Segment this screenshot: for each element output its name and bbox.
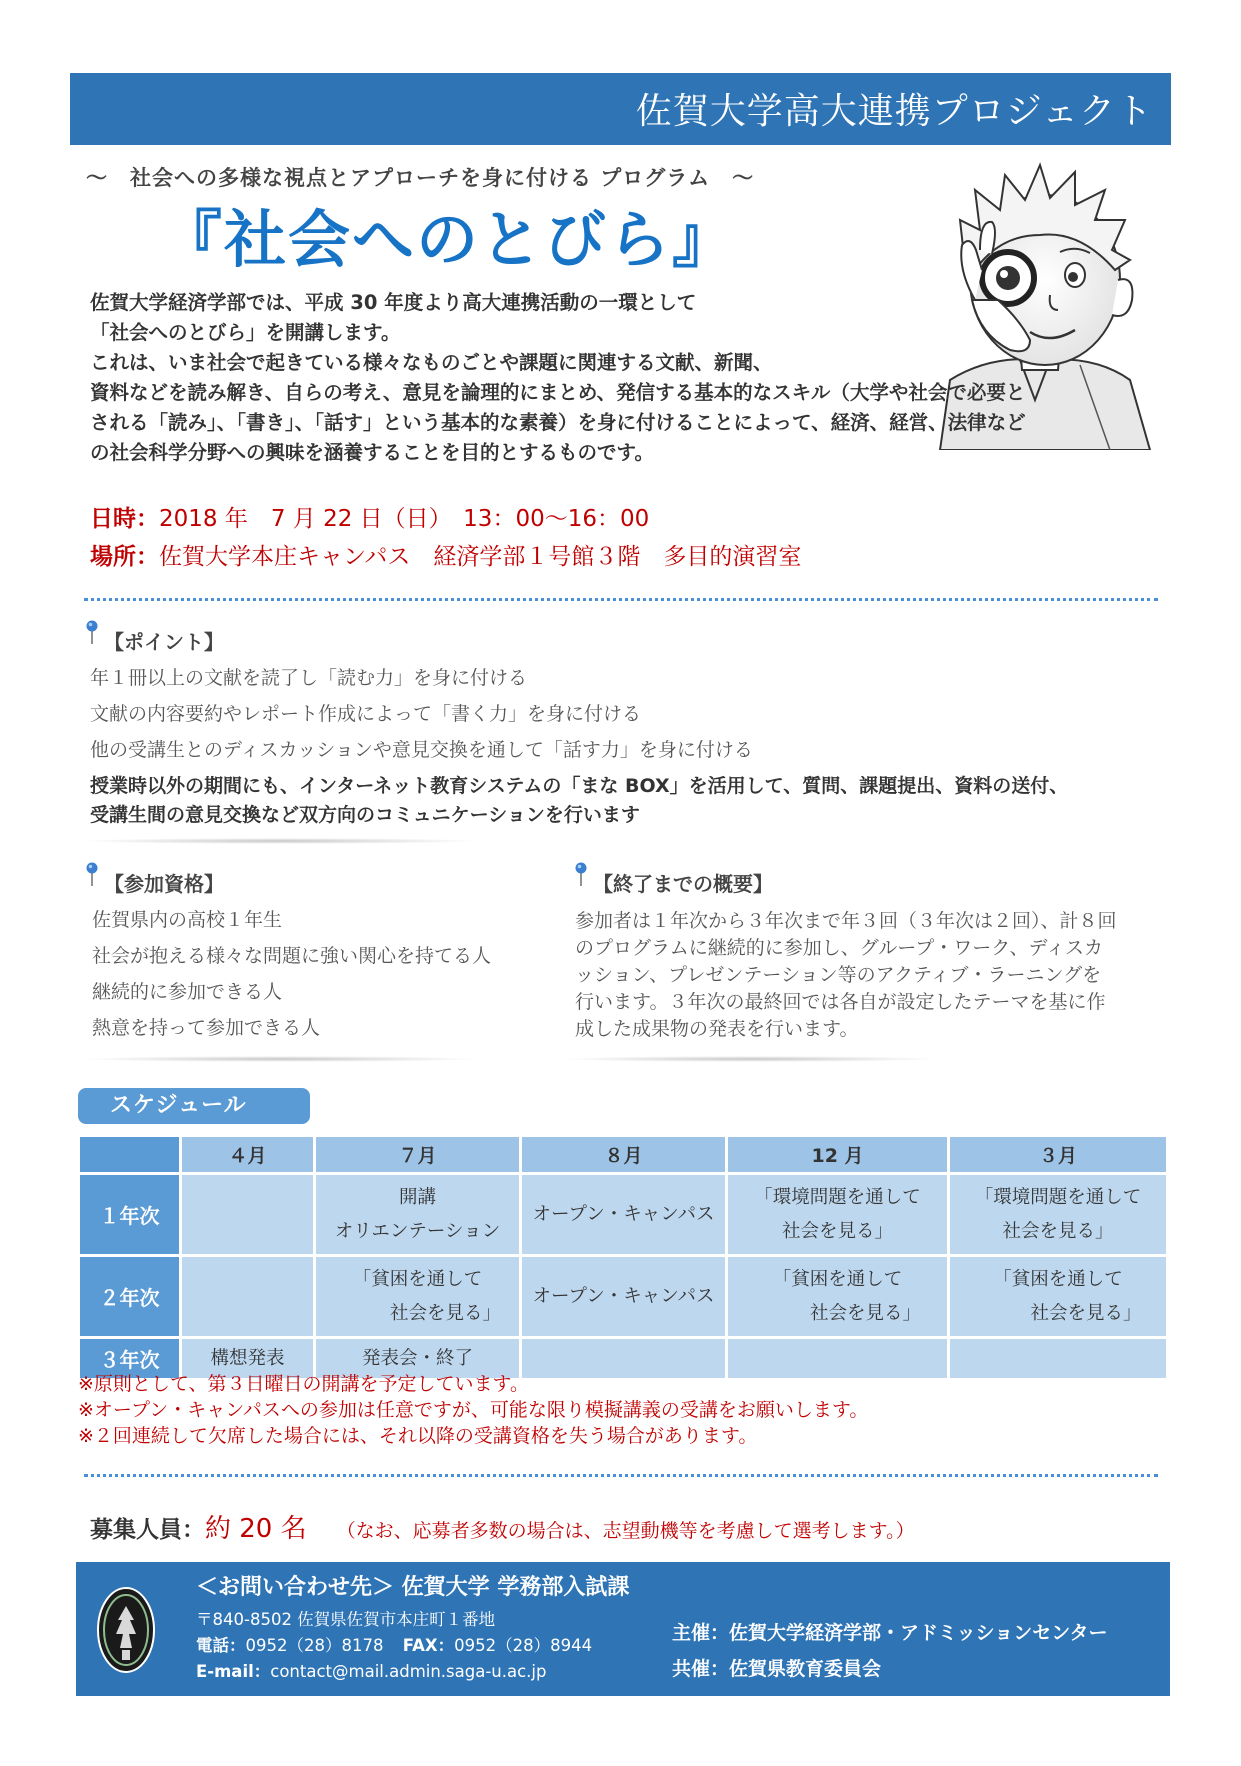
list-item: 熱意を持って参加できる人 <box>92 1017 321 1039</box>
cell-line: オープン・キャンパス <box>532 1203 715 1225</box>
host-organizer: 主催：佐賀大学経済学部・アドミッションセンター <box>672 1622 1108 1644</box>
event-place-value: 佐賀大学本庄キャンパス 経済学部１号館３階 多目的演習室 <box>159 544 802 570</box>
overview-line: 成した成果物の発表を行います。 <box>575 1018 859 1040</box>
month-header: ３月 <box>949 1136 1168 1174</box>
contact-footer <box>76 1562 1170 1696</box>
contact-address: 〒840-8502 佐賀県佐賀市本庄町１番地 <box>196 1610 496 1629</box>
note-line: ※原則として、第３日曜日の開講を予定しています。 <box>78 1373 530 1395</box>
table-cell <box>181 1174 315 1256</box>
eligibility-heading: 【参加資格】 <box>104 872 224 896</box>
list-item: 社会が抱える様々な問題に強い関心を持てる人 <box>92 945 492 967</box>
overview-heading: 【終了までの概要】 <box>593 872 773 896</box>
section-shadow <box>560 1056 940 1062</box>
header-bar <box>70 73 1171 145</box>
cell-line: 社会を見る」 <box>809 1302 921 1324</box>
note-line: ※２回連続して欠席した場合には、それ以降の受講資格を失う場合があります。 <box>78 1425 758 1447</box>
fax-label: FAX： <box>402 1636 455 1655</box>
table-cell <box>521 1174 727 1256</box>
event-date-value: 2018 年 7 月 22 日（日） 13：00～16：00 <box>159 506 650 532</box>
schedule-table <box>77 1134 1169 1381</box>
list-item: 年１冊以上の文献を読了し「読む力」を身に付ける <box>90 667 528 689</box>
month-header: ８月 <box>521 1136 727 1174</box>
table-cell <box>949 1174 1168 1256</box>
overview-line: のプログラムに継続的に参加し、グループ・ワーク、ディスカ <box>575 937 1104 959</box>
recruit-info <box>90 1508 915 1545</box>
contact-email <box>196 1658 547 1682</box>
table-cell <box>727 1256 949 1338</box>
contact-phone-fax <box>196 1632 592 1656</box>
note-line: ※オープン・キャンパスへの参加は任意ですが、可能な限り模擬講義の受講をお願いします。 <box>78 1399 869 1421</box>
cell-line: オリエンテーション <box>334 1220 501 1242</box>
cell-line: 社会を見る」 <box>389 1302 501 1324</box>
overview-line: ッション、プレゼンテーション等のアクティブ・ラーニングを <box>575 964 1102 986</box>
main-title: 『社会へのとびら』 <box>160 203 737 276</box>
schedule-tab: スケジュール <box>78 1088 310 1124</box>
table-cell <box>181 1256 315 1338</box>
header-title: 佐賀大学高大連携プロジェクト <box>635 91 1153 132</box>
points-bold-text <box>90 772 1068 830</box>
row-label: ３年次 <box>79 1338 181 1380</box>
recruit-note: （なお、応募者多数の場合は、志望動機等を考慮して選考します。） <box>336 1520 915 1542</box>
section-shadow <box>80 838 480 844</box>
email-label: E-mail： <box>196 1662 271 1681</box>
list-item: 佐賀県内の高校１年生 <box>92 909 283 931</box>
table-cell <box>315 1174 521 1256</box>
table-cell <box>315 1256 521 1338</box>
event-date-label: 日時： <box>90 506 159 532</box>
month-header: 12 月 <box>727 1136 949 1174</box>
points-list <box>90 660 753 768</box>
cohost-organizer: 共催：佐賀県教育委員会 <box>672 1658 882 1680</box>
cell-line: 社会を見る」 <box>1002 1220 1114 1242</box>
intro-line: される「読み」、「書き」、「話す」という基本的な素養）を身に付けることによって、経済、経営、法律など <box>90 411 1026 434</box>
intro-line: 「社会へのとびら」を開講します。 <box>90 321 401 344</box>
cell-line: 「貧困を通して <box>772 1268 903 1290</box>
intro-line: の社会科学分野への興味を涵養することを目的とするものです。 <box>90 441 654 464</box>
bold-line: 授業時以外の期間にも、インターネット教育システムの「まな BOX」を活用して、質問、課題提出、資料の送付、 <box>90 775 1069 797</box>
table-header-row <box>79 1136 1168 1174</box>
list-item: 文献の内容要約やレポート作成によって「書く力」を身に付ける <box>90 703 642 725</box>
recruit-label: 募集人員： <box>90 1517 205 1543</box>
divider <box>84 1474 1158 1477</box>
tel-value: 0952（28）8178 <box>245 1636 384 1655</box>
table-corner <box>79 1136 181 1174</box>
event-place-label: 場所： <box>90 544 159 570</box>
month-header: ４月 <box>181 1136 315 1174</box>
row-label: １年次 <box>79 1174 181 1256</box>
table-cell <box>521 1256 727 1338</box>
divider <box>84 598 1158 601</box>
cell-line: 発表会・終了 <box>361 1347 473 1369</box>
cell-line: 「貧困を通して <box>993 1268 1123 1290</box>
email-link[interactable]: contact@mail.admin.saga-u.ac.jp <box>270 1662 547 1681</box>
recruit-value: 約 20 名 <box>205 1514 307 1544</box>
cell-line: 構想発表 <box>210 1347 285 1369</box>
intro-line: 佐賀大学経済学部では、平成 30 年度より高大連携活動の一環として <box>90 291 697 314</box>
row-label: ２年次 <box>79 1256 181 1338</box>
pushpin-icon <box>573 862 589 886</box>
cell-line: 社会を見る」 <box>1030 1302 1142 1324</box>
cell-line: 「環境問題を通して <box>754 1186 921 1208</box>
overview-text <box>575 908 1175 1043</box>
overview-line: 参加者は１年次から３年次まで年３回（３年次は２回）、計８回 <box>575 910 1117 932</box>
pushpin-icon <box>84 620 100 644</box>
list-item: 他の受講生とのディスカッションや意見交換を通して「話す力」を身に付ける <box>90 739 753 761</box>
contact-heading: ＜お問い合わせ先＞ 佐賀大学 学務部入試課 <box>196 1575 630 1600</box>
cell-line: 「貧困を通して <box>352 1268 483 1290</box>
table-row <box>79 1174 1168 1256</box>
cell-line: オープン・キャンパス <box>532 1285 715 1307</box>
table-cell <box>727 1174 949 1256</box>
intro-line: これは、いま社会で起きている様々なものごとや課題に関連する文献、新聞、 <box>90 351 773 374</box>
pushpin-icon <box>84 862 100 886</box>
list-item: 継続的に参加できる人 <box>92 981 283 1003</box>
table-row <box>79 1256 1168 1338</box>
schedule-notes <box>78 1371 868 1449</box>
event-place <box>90 538 801 571</box>
month-header: ７月 <box>315 1136 521 1174</box>
fax-value: 0952（28）8944 <box>454 1636 593 1655</box>
tel-label: 電話： <box>196 1636 246 1655</box>
section-shadow <box>80 1056 480 1062</box>
table-cell <box>949 1256 1168 1338</box>
university-seal-logo <box>96 1586 156 1674</box>
cell-line: 開講 <box>398 1186 436 1208</box>
eligibility-list <box>92 902 491 1046</box>
intro-line: 資料などを読み解き、自らの考え、意見を論理的にまとめ、発信する基本的なスキル（大学や社会で必要と <box>90 381 1026 404</box>
bold-line: 受講生間の意見交換など双方向のコミュニケーションを行います <box>90 804 640 826</box>
intro-text <box>90 288 1150 468</box>
table-cell <box>949 1338 1168 1380</box>
cell-line: 「環境問題を通して <box>974 1186 1142 1208</box>
points-heading: 【ポイント】 <box>104 630 224 654</box>
event-date <box>90 500 649 533</box>
cell-line: 社会を見る」 <box>781 1220 893 1242</box>
overview-line: 行います。３年次の最終回では各自が設定したテーマを基に作 <box>575 991 1106 1013</box>
tagline: ～ 社会への多様な視点とアプローチを身に付ける プログラム ～ <box>86 166 755 190</box>
